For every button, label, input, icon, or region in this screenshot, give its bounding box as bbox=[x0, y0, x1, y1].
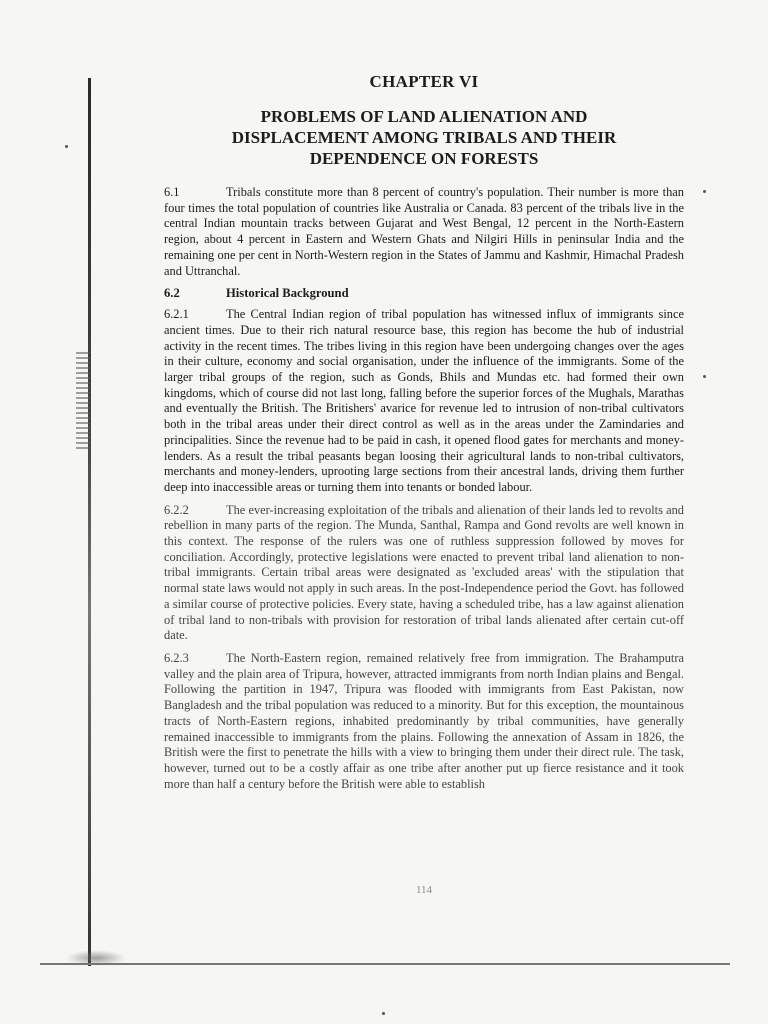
scan-speck bbox=[703, 190, 706, 193]
scan-speck bbox=[382, 1012, 385, 1015]
title-line: DEPENDENCE ON FORESTS bbox=[309, 149, 539, 168]
paragraph-6-2-3 bbox=[164, 651, 684, 792]
paragraph-number: 6.1 bbox=[164, 185, 180, 199]
chapter-title bbox=[164, 106, 684, 169]
paragraph-6-2-1 bbox=[164, 307, 684, 495]
paragraph-number: 6.2.3 bbox=[164, 650, 189, 665]
binding-edge-mark bbox=[76, 352, 90, 452]
chapter-heading: CHAPTER VI bbox=[369, 72, 479, 91]
paragraph-6-1 bbox=[164, 185, 684, 279]
paragraph-text: Tribals constitute more than 8 percent of country's population. Their number is more than four times the total population of countries like Australia or Canada. 83 percent of the tribals live in the central Indian mountain tracks between Gujarat and West Bengal, 12 percent in the North-Eastern region, about 4 percent in Eastern and Western Ghats and Nilgiri Hills in peninsular India and the remaining one per cent in North-Western region in the States of Jammu and Kashmir, Himachal Pradesh and Uttranchal. bbox=[164, 185, 684, 278]
paragraph-text: The North-Eastern region, remained relatively free from immigration. The Brahamputra valley and the plain area of Tripura, however, attracted immigrants from north Indian plains and Bengal. Following the partition in 1947, Tripura was flooded with immigrants from East Pakistan, now Bangladesh and the tribal population was reduced to a minority. But for this exception, the mountainous tracts of North-Eastern regions, inhabited predominantly by tribal communities, have generally remained inaccessible to immigrants from the plains. Following the annexation of Assam in 1826, the British were the first to penetrate the hills with a view to bringing them under their direct rule. The task, however, turned out to be a costly affair as one tribe after another put up fierce resistance and it took more than half a century before the British were able to establish bbox=[164, 650, 684, 791]
scan-speck bbox=[65, 145, 68, 148]
binding-edge-line bbox=[88, 78, 91, 966]
paragraph-number: 6.2.1 bbox=[164, 307, 189, 322]
paragraph-6-2-2 bbox=[164, 503, 684, 644]
title-line: PROBLEMS OF LAND ALIENATION AND bbox=[260, 107, 588, 126]
paragraph-text: The ever-increasing exploitation of the tribals and alienation of their lands led to revolts and rebellion in many parts of the region. The Munda, Santhal, Rampa and Gond revolts are well known in this context. The response of the rulers was one of ruthless suppression followed by moves for conciliation. Accordingly, protective legislations were enacted to prevent tribal land alienation to non-tribal immigrants. Certain tribal areas were designated as 'excluded areas' with the stipulation that normal state laws would not apply in such areas. In the post-Independence period the Govt. has followed a similar course of protective policies. Every state, having a scheduled tribe, has a law against alienation of tribal land to non-tribals with provision for restoration of tribal lands alienated after certain cut-off date. bbox=[164, 502, 684, 643]
scan-bottom-edge bbox=[40, 963, 730, 965]
section-heading-6-2 bbox=[164, 286, 684, 301]
paragraph-number: 6.2.2 bbox=[164, 502, 189, 517]
title-line: DISPLACEMENT AMONG TRIBALS AND THEIR bbox=[231, 128, 617, 147]
paragraph-text: The Central Indian region of tribal population has witnessed influx of immigrants since ancient times. Due to their rich natural resource base, this region has become the hub of industrial activity in the recent times. The tribes living in this region have been undergoing changes over the ages in their culture, economy and social organisation, under the influence of the immigrants. Some of the larger tribal groups of the region, such as Gonds, Bhils and Mundas etc. had formed their own kingdoms, which of course did not last long, falling before the superior forces of the Mughals, Marathas and eventually the British. The Britishers' avarice for revenue led to intrusion of non-tribal cultivators both in the tribal areas under their direct control as well as in the areas under the Zamindaries and principalities. Since the revenue had to be paid in cash, it opened flood gates for merchants and money-lenders. As a result the tribal peasants began loosing their agricultural lands to non-tribal cultivators, merchants and money-lenders, uprooting large sections from their ancestral lands, driving them further deep into inaccessible areas or turning them into tenants or bonded labour. bbox=[164, 307, 684, 494]
section-number: 6.2 bbox=[164, 286, 180, 301]
scan-speck bbox=[703, 375, 706, 378]
document-page bbox=[164, 72, 684, 896]
page-number: 114 bbox=[415, 884, 433, 896]
section-label: Historical Background bbox=[226, 286, 349, 301]
scan-smudge bbox=[66, 950, 126, 966]
